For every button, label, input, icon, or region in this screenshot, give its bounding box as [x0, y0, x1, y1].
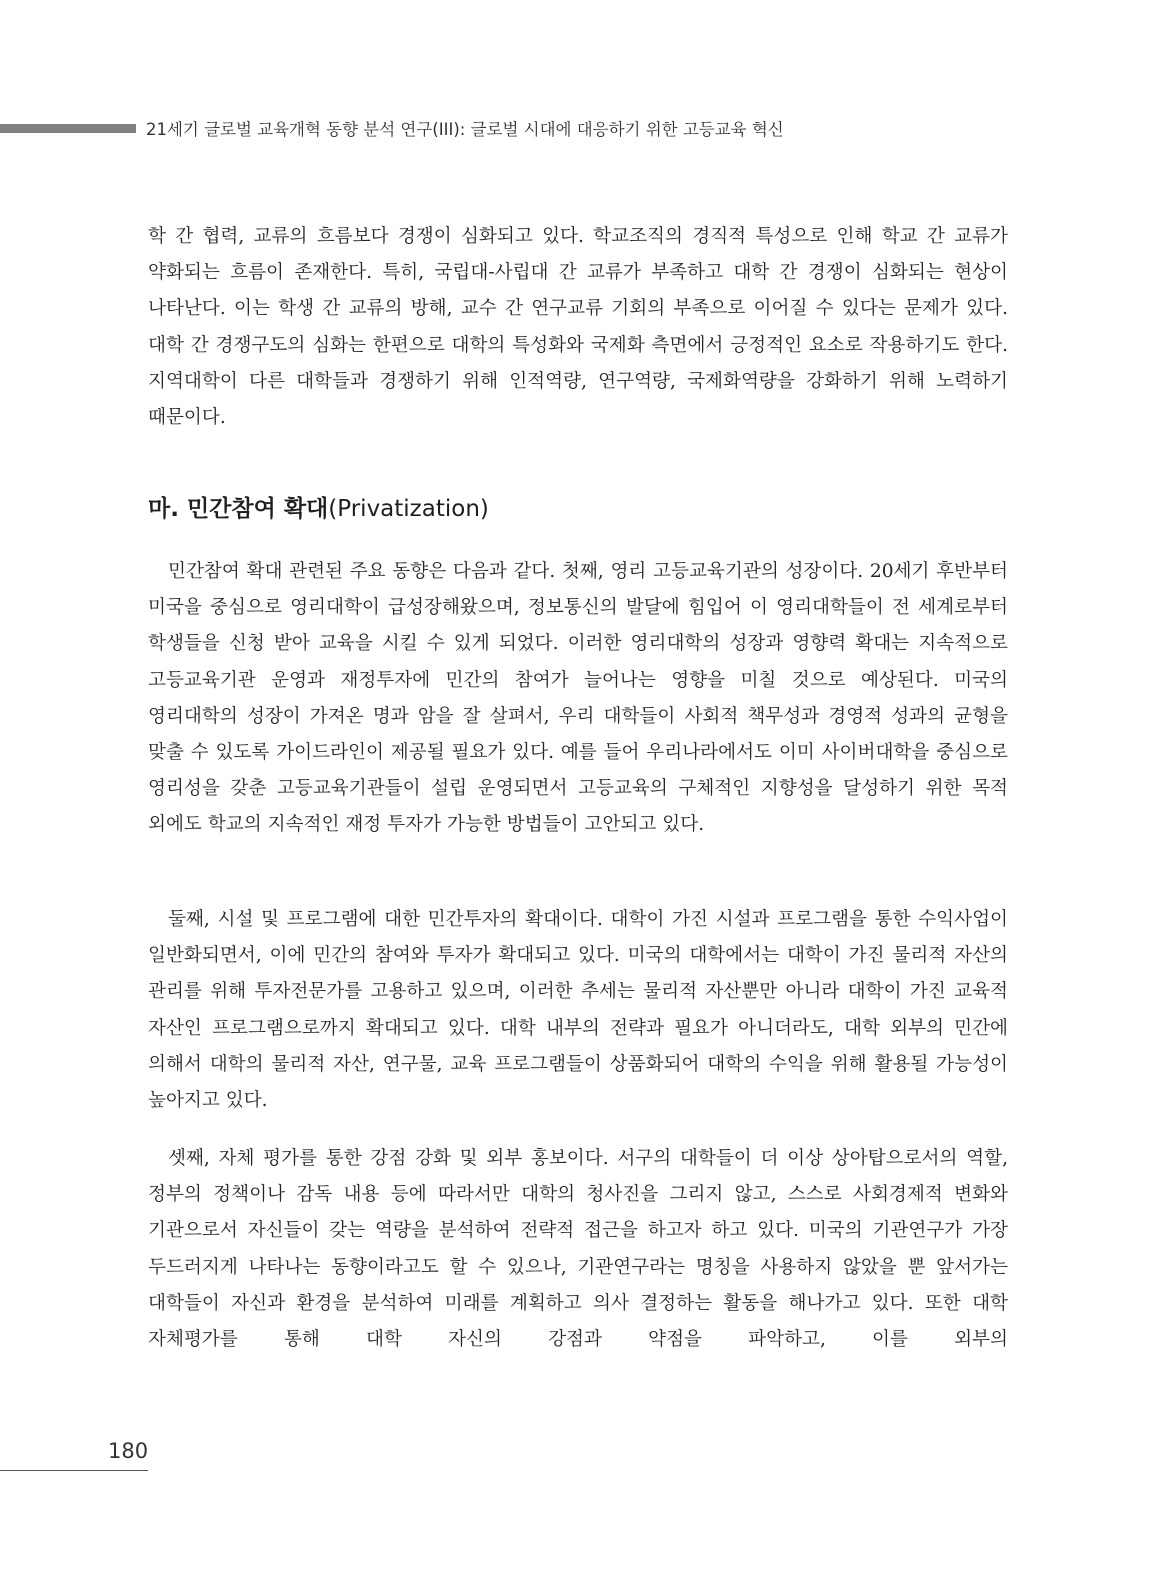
section-heading	[148, 490, 489, 523]
body-paragraph-first: 민간참여 확대 관련된 주요 동향은 다음과 같다. 첫째, 영리 고등교육기관의 성장이다. 20세기 후반부터 미국을 중심으로 영리대학이 급성장해왔으며, 정보통신의 발달에 힘입어 이 영리대학들이 전 세계로부터 학생들을 신청 받아 교육을 시킬 수 있게 되었다. 이러한 영리대학의 성장과 영향력 확대는 지속적으로 고등교육기관 운영과 재정투자에 민간의 참여가 늘어나는 영향을 미칠 것으로 예상된다. 미국의 영리대학의 성장이 가져온 명과 암을 잘 살펴서, 우리 대학들이 사회적 책무성과 경영적 성과의 균형을 맞출 수 있도록 가이드라인이 제공될 필요가 있다. 예를 들어 우리나라에서도 이미 사이버대학을 중심으로 영리성을 갖춘 고등교육기관들이 설립 운영되면서 고등교육의 구체적인 지향성을 달성하기 위한 목적 외에도 학교의 지속적인 재정 투자가 가능한 방법들이 고안되고 있다.	[148, 561, 1008, 836]
section-heading-latin: (Privatization)	[328, 496, 489, 522]
page-number: 180	[108, 1439, 149, 1463]
intro-paragraph: 학 간 협력, 교류의 흐름보다 경쟁이 심화되고 있다. 학교조직의 경직적 특성으로 인해 학교 간 교류가 약화되는 흐름이 존재한다. 특히, 국립대-사립대 간 교류가 부족하고 대학 간 경쟁이 심화되는 현상이 나타난다. 이는 학생 간 교류의 방해, 교수 간 연구교류 기회의 부족으로 이어질 수 있다는 문제가 있다. 대학 간 경쟁구도의 심화는 한편으로 대학의 특성화와 국제화 측면에서 긍정적인 요소로 작용하기도 한다. 지역대학이 다른 대학들과 경쟁하기 위해 인적역량, 연구역량, 국제화역량을 강화하기 위해 노력하기 때문이다.	[148, 226, 1008, 429]
section-heading-korean: 마. 민간참여 확대	[148, 496, 329, 522]
body-paragraph-second: 둘째, 시설 및 프로그램에 대한 민간투자의 확대이다. 대학이 가진 시설과 프로그램을 통한 수익사업이 일반화되면서, 이에 민간의 참여와 투자가 확대되고 있다. 미국의 대학에서는 대학이 가진 물리적 자산의 관리를 위해 투자전문가를 고용하고 있으며, 이러한 추세는 물리적 자산뿐만 아니라 대학이 가진 교육적 자산인 프로그램으로까지 확대되고 있다. 대학 내부의 전략과 필요가 아니더라도, 대학 외부의 민간에 의해서 대학의 물리적 자산, 연구물, 교육 프로그램들이 상품화되어 대학의 수익을 위해 활용될 가능성이 높아지고 있다.	[148, 909, 1008, 1112]
footer-rule	[0, 1470, 148, 1471]
body-paragraph-third: 셋째, 자체 평가를 통한 강점 강화 및 외부 홍보이다. 서구의 대학들이 더 이상 상아탑으로서의 역할, 정부의 정책이나 감독 내용 등에 따라서만 대학의 청사진을 그리지 않고, 스스로 사회경제적 변화와 기관으로서 자신들이 갖는 역량을 분석하여 전략적 접근을 하고자 하고 있다. 미국의 기관연구가 가장 두드러지게 나타나는 동향이라고도 할 수 있으나, 기관연구라는 명칭을 사용하지 않았을 뿐 앞서가는 대학들이 자신과 환경을 분석하여 미래를 계획하고 의사 결정하는 활동을 해나가고 있다. 또한 대학 자체평가를 통해 대학 자신의 강점과 약점을 파악하고, 이를 외부의	[148, 1148, 1008, 1351]
running-header-title: 21세기 글로벌 교육개혁 동향 분석 연구(III): 글로벌 시대에 대응하기 위한 고등교육 혁신	[146, 120, 784, 139]
header-accent-bar	[0, 124, 136, 133]
